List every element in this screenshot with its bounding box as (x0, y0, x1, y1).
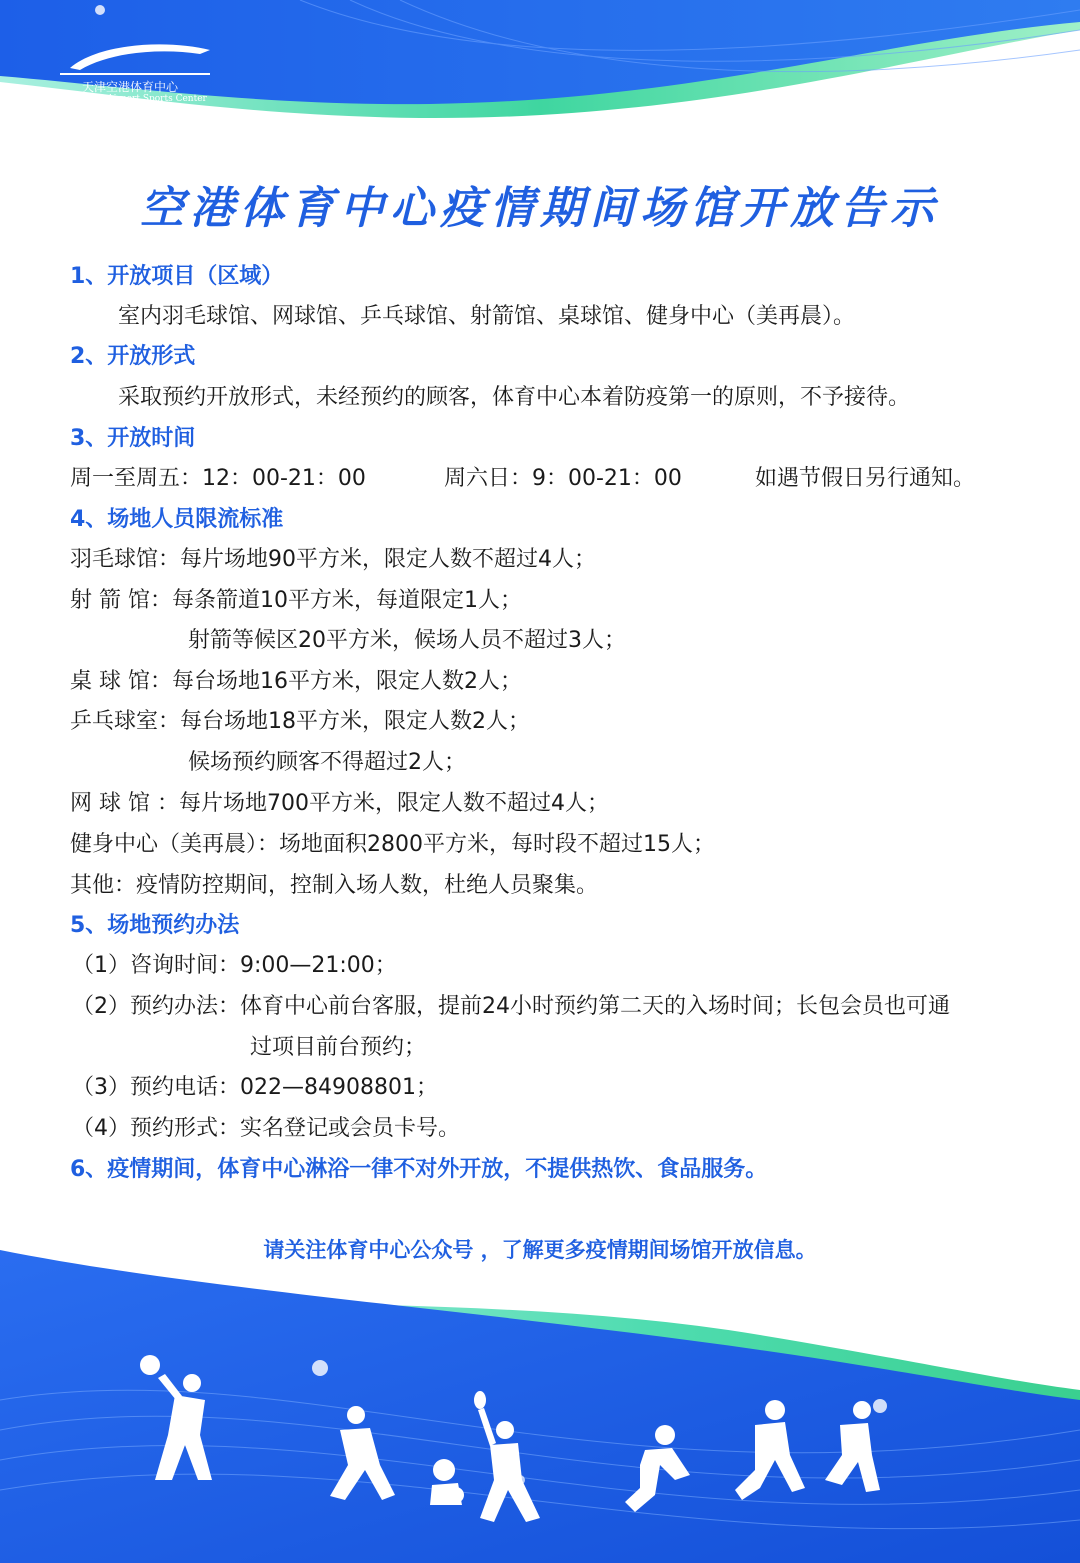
section-2-heading: 2、开放形式 (70, 344, 196, 369)
page-title: 空港体育中心疫情期间场馆开放告示 (140, 183, 940, 234)
booking-item-4: （4）预约形式：实名登记或会员卡号。 (72, 1116, 460, 1141)
limit-badminton: 羽毛球馆：每片场地90平方米，限定人数不超过4人； (70, 547, 596, 572)
limit-billiards: 桌 球 馆：每台场地16平方米，限定人数2人； (70, 669, 522, 694)
stadium-logo-icon (60, 40, 220, 80)
section-3-heading: 3、开放时间 (70, 426, 196, 451)
hours-weekday: 周一至周五：12：00-21：00 (70, 466, 366, 491)
section-6-heading: 6、疫情期间，体育中心淋浴一律不对外开放，不提供热饮、食品服务。 (70, 1157, 768, 1182)
footer-note: 请关注体育中心公众号 ，了解更多疫情期间场馆开放信息。 (263, 1238, 817, 1262)
logo (60, 40, 220, 110)
booking-item-2-cont: 过项目前台预约； (250, 1035, 427, 1060)
booking-item-1: （1）咨询时间：9:00—21:00； (72, 953, 397, 978)
limit-other: 其他：疫情防控期间，控制入场人数，杜绝人员聚集。 (70, 873, 599, 898)
limit-archery-1: 射 箭 馆：每条箭道10平方米，每道限定1人； (70, 588, 522, 613)
hours-weekend: 周六日：9：00-21：00 (444, 466, 682, 491)
limit-pingpong-1: 乒乓球室：每台场地18平方米，限定人数2人； (70, 709, 530, 734)
section-5-heading: 5、场地预约办法 (70, 913, 240, 938)
limit-pingpong-2: 候场预约顾客不得超过2人； (188, 750, 466, 775)
bottom-banner (0, 1250, 1080, 1563)
logo-en: TianJin Airport Sports Center (72, 94, 207, 104)
limit-tennis: 网 球 馆 ：每片场地700平方米，限定人数不超过4人； (70, 791, 609, 816)
limit-archery-2: 射箭等候区20平方米，候场人员不超过3人； (188, 628, 626, 653)
section-2-body: 采取预约开放形式，未经预约的顾客，体育中心本着防疫第一的原则，不予接待。 (118, 385, 911, 410)
section-4-heading: 4、场地人员限流标准 (70, 507, 284, 532)
section-1-heading: 1、开放项目（区域） (70, 264, 284, 289)
limit-gym: 健身中心（美再晨）：场地面积2800平方米，每时段不超过15人； (70, 832, 715, 857)
section-1-body: 室内羽毛球馆、网球馆、乒乓球馆、射箭馆、桌球馆、健身中心（美再晨）。 (118, 304, 856, 329)
hours-holiday: 如遇节假日另行通知。 (755, 466, 976, 491)
logo-cn: 天津空港体育中心 (82, 80, 179, 94)
booking-item-3: （3）预约电话：022—84908801； (72, 1075, 438, 1100)
booking-item-2: （2）预约办法：体育中心前台客服，提前24小时预约第二天的入场时间；长包会员也可通 (72, 994, 950, 1019)
